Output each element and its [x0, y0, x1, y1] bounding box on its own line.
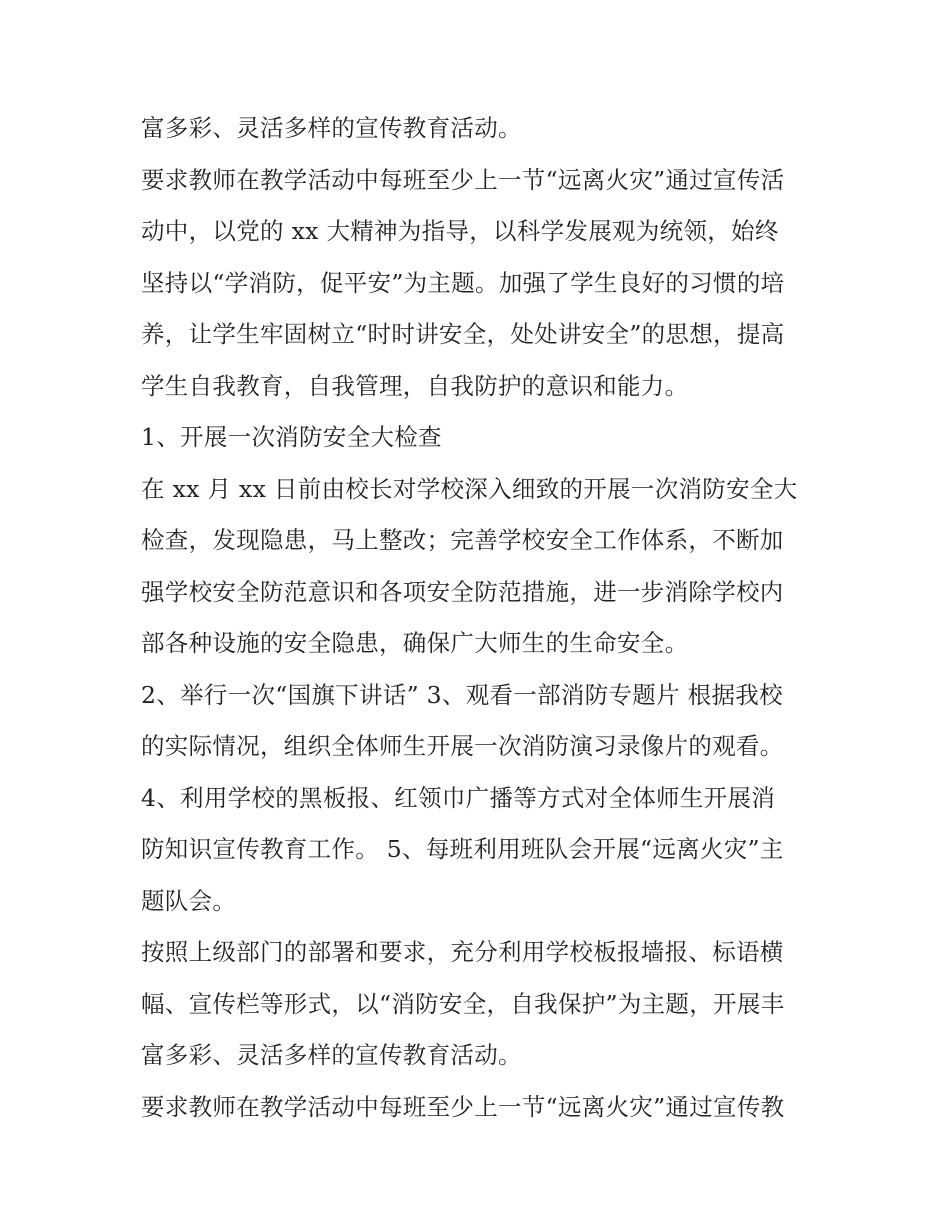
text-line: 的实际情况，组织全体师生开展一次消防演习录像片的观看。	[141, 732, 784, 760]
document-body	[141, 108, 813, 1138]
text-line: 检查，发现隐患，马上整改；完善学校安全工作体系，不断加	[141, 526, 784, 554]
text-line: 在 xx 月 xx 日前由校长对学校深入细致的开展一次消防安全大	[141, 474, 798, 503]
text-line: 强学校安全防范意识和各项安全防范措施，进一步消除学校内	[141, 577, 784, 606]
text-line: 题队会。	[141, 886, 237, 915]
text-line: 坚持以“学消防，促平安”为主题。加强了学生良好的习惯的培	[141, 268, 785, 297]
text-line: 要求教师在教学活动中每班至少上一节“远离火灾”通过宣传教	[141, 1092, 785, 1121]
text-line: 富多彩、灵活多样的宣传教育活动。	[141, 1041, 522, 1069]
text-line: 2、举行一次“国旗下讲话” 3、观看一部消防专题片 根据我校	[141, 680, 783, 709]
text-line: 防知识宣传教育工作。 5、每班利用班队会开展“远离火灾”主	[141, 835, 784, 863]
text-line: 富多彩、灵活多样的宣传教育活动。	[141, 114, 522, 142]
text-line: 4、利用学校的黑板报、红领巾广播等方式对全体师生开展消	[141, 783, 776, 812]
text-line: 按照上级部门的部署和要求，充分利用学校板报墙报、标语横	[141, 938, 784, 966]
section-heading: 1、开展一次消防安全大检查	[141, 423, 442, 451]
text-line: 幅、宣传栏等形式，以“消防安全，自我保护”为主题，开展丰	[141, 989, 785, 1018]
text-line: 学生自我教育，自我管理，自我防护的意识和能力。	[141, 371, 689, 400]
text-line: 部各种设施的安全隐患，确保广大师生的生命安全。	[141, 629, 689, 657]
text-line: 要求教师在教学活动中每班至少上一节“远离火灾”通过宣传活	[141, 165, 785, 194]
text-line: 养，让学生牢固树立“时时讲安全，处处讲安全”的思想，提高	[141, 320, 785, 348]
text-line: 动中，以党的 xx 大精神为指导，以科学发展观为统领，始终	[141, 217, 779, 245]
